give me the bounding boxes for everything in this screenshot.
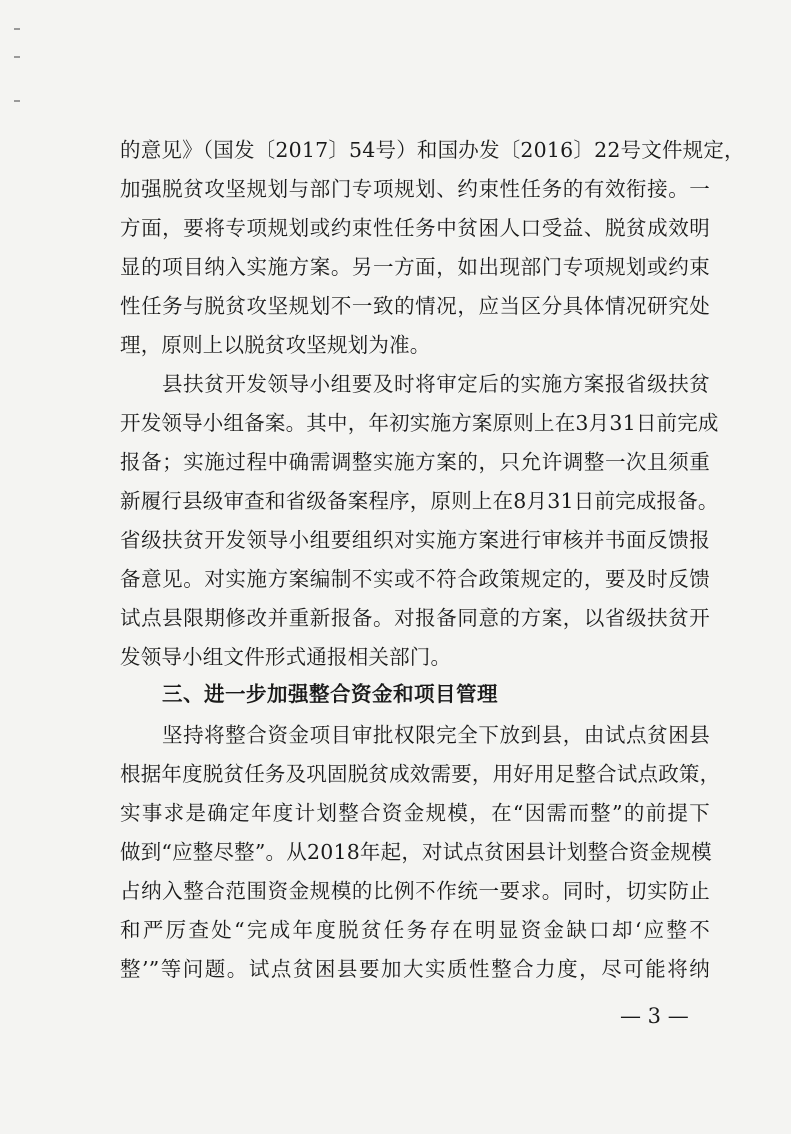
text-line: 实事求是确定年度计划整合资金规模，在“因需而整”的前提下 [120, 801, 710, 825]
text-line: 开发领导小组备案。其中，年初实施方案原则上在3月31日前完成 [120, 411, 719, 435]
binding-mark [14, 56, 20, 58]
page-number: — 3 — [620, 1004, 689, 1028]
text-line: 做到“应整尽整”。从2018年起，对试点贫困县计划整合资金规模 [120, 840, 712, 864]
text-line: 发领导小组文件形式通报相关部门。 [120, 645, 452, 669]
text-line: 显的项目纳入实施方案。另一方面，如出现部门专项规划或约束 [120, 255, 710, 279]
text-line: 省级扶贫开发领导小组要组织对实施方案进行审核并书面反馈报 [120, 528, 710, 552]
text-line: 加强脱贫攻坚规划与部门专项规划、约束性任务的有效衔接。一 [120, 177, 710, 201]
text-line: 理，原则上以脱贫攻坚规划为准。 [120, 333, 431, 357]
binding-mark [14, 100, 20, 102]
text-line: 县扶贫开发领导小组要及时将审定后的实施方案报省级扶贫 [162, 372, 710, 396]
text-line: 方面，要将专项规划或约束性任务中贫困人口受益、脱贫成效明 [120, 216, 710, 240]
text-line: 备意见。对实施方案编制不实或不符合政策规定的，要及时反馈 [120, 567, 710, 591]
text-line: 试点县限期修改并重新报备。对报备同意的方案，以省级扶贫开 [120, 606, 710, 630]
text-line: 坚持将整合资金项目审批权限完全下放到县，由试点贫困县 [162, 723, 710, 747]
binding-mark [14, 28, 20, 30]
section-heading: 三、进一步加强整合资金和项目管理 [162, 682, 498, 706]
text-line: 占纳入整合范围资金规模的比例不作统一要求。同时，切实防止 [120, 879, 710, 903]
text-line: 的意见》（国发〔2017〕54号）和国办发〔2016〕22号文件规定， [120, 138, 745, 162]
text-line: 性任务与脱贫攻坚规划不一致的情况，应当区分具体情况研究处 [120, 294, 710, 318]
text-line: 根据年度脱贫任务及巩固脱贫成效需要，用好用足整合试点政策， [120, 762, 721, 786]
text-line: 整’”等问题。试点贫困县要加大实质性整合力度，尽可能将纳 [120, 957, 710, 981]
text-line: 和严厉查处“完成年度脱贫任务存在明显资金缺口却‘应整不 [120, 918, 710, 942]
text-line: 报备；实施过程中确需调整实施方案的，只允许调整一次且须重 [120, 450, 710, 474]
text-line: 新履行县级审查和省级备案程序，原则上在8月31日前完成报备。 [120, 489, 719, 513]
